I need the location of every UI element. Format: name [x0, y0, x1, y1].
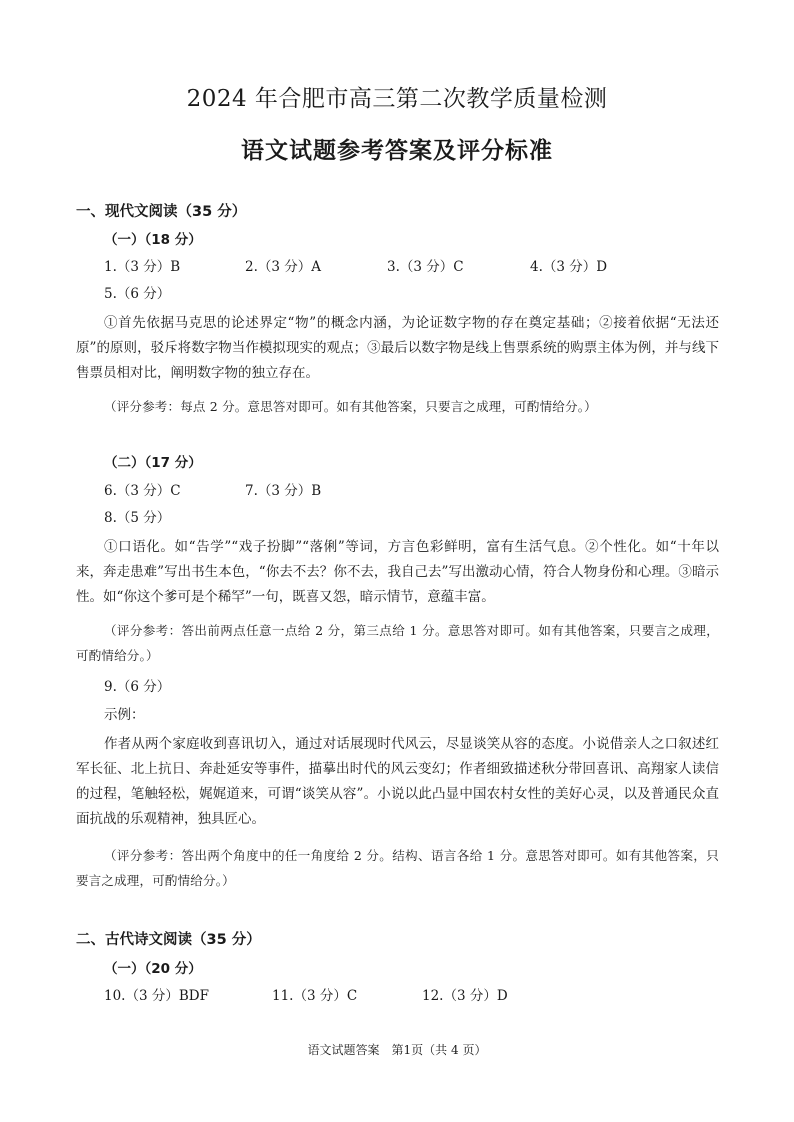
answer-q12: 12.（3 分）D	[422, 988, 508, 1004]
answer-q3: 3.（3 分）C	[387, 259, 464, 275]
answer-row-1-4	[104, 257, 724, 277]
answer-q11: 11.（3 分）C	[272, 988, 358, 1004]
answer-q7: 7.（3 分）B	[245, 483, 322, 499]
page-title: 2024 年合肥市高三第二次教学质量检测	[186, 86, 608, 112]
part-heading-1-2: （二）（17 分）	[104, 455, 202, 471]
page-subtitle: 语文试题参考答案及评分标准	[241, 138, 553, 164]
section-heading-modern-reading: 一、现代文阅读（35 分）	[76, 204, 247, 220]
question-8-heading: 8.（5 分）	[104, 510, 171, 526]
question-5-answer: ①首先依据马克思的论述界定“物”的概念内涵，为论证数字物的存在奠定基础；②接着依据“无法还原”的原则，驳斥将数字物当作模拟现实的观点；③最后以数字物是线上售票系统的购票主体为例，并与线下售票员相对比，阐明数字物的独立存在。	[76, 315, 719, 381]
answer-q1: 1.（3 分）B	[104, 259, 181, 275]
answer-q6: 6.（3 分）C	[104, 483, 181, 499]
question-9-example-label: 示例：	[104, 707, 145, 723]
question-9-heading: 9.（6 分）	[104, 679, 171, 695]
question-5-heading: 5.（6 分）	[104, 286, 171, 302]
question-5-scoring-note: （评分参考：每点 2 分。意思答对即可。如有其他答案，只要言之成理，可酌情给分。）	[104, 399, 597, 414]
answer-q10: 10.（3 分）BDF	[104, 988, 209, 1004]
question-8-scoring-note: （评分参考：答出前两点任意一点给 2 分，第三点给 1 分。意思答对即可。如有其他答案，只要言之成理，可酌情给分。）	[76, 623, 719, 663]
answer-row-6-7	[104, 481, 724, 501]
part-heading-1-1: （一）（18 分）	[104, 232, 202, 248]
section-heading-classical-reading: 二、古代诗文阅读（35 分）	[76, 932, 261, 948]
page-footer: 语文试题答案 第1页（共 4 页）	[307, 1043, 487, 1057]
question-9-scoring-note: （评分参考：答出两个角度中的任一角度给 2 分。结构、语言各给 1 分。意思答对即可。如有其他答案，只要言之成理，可酌情给分。）	[76, 848, 719, 888]
answer-row-10-12	[104, 986, 724, 1006]
part-heading-2-1: （一）（20 分）	[104, 961, 202, 977]
question-9-answer: 作者从两个家庭收到喜讯切入，通过对话展现时代风云，尽显谈笑从容的态度。小说借亲人之口叙述红军长征、北上抗日、奔赴延安等事件，描摹出时代的风云变幻；作者细致描述秋分带回喜讯、高翔家人读信的过程，笔触轻松，娓娓道来，可谓“谈笑从容”。小说以此凸显中国农村女性的美好心灵，以及普通民众直面抗战的乐观精神，独具匠心。	[76, 736, 719, 827]
question-8-answer: ①口语化。如“告学”“戏子扮脚”“落俐”等词，方言色彩鲜明，富有生活气息。②个性化。如“十年以来，奔走患难”写出书生本色，“你去不去？你不去，我自己去”写出激动心情，符合人物身份和心理。③暗示性。如“你这个爹可是个稀罕”一句，既喜又怨，暗示情节，意蕴丰富。	[76, 539, 719, 605]
answer-q2: 2.（3 分）A	[245, 259, 322, 275]
answer-q4: 4.（3 分）D	[530, 259, 608, 275]
